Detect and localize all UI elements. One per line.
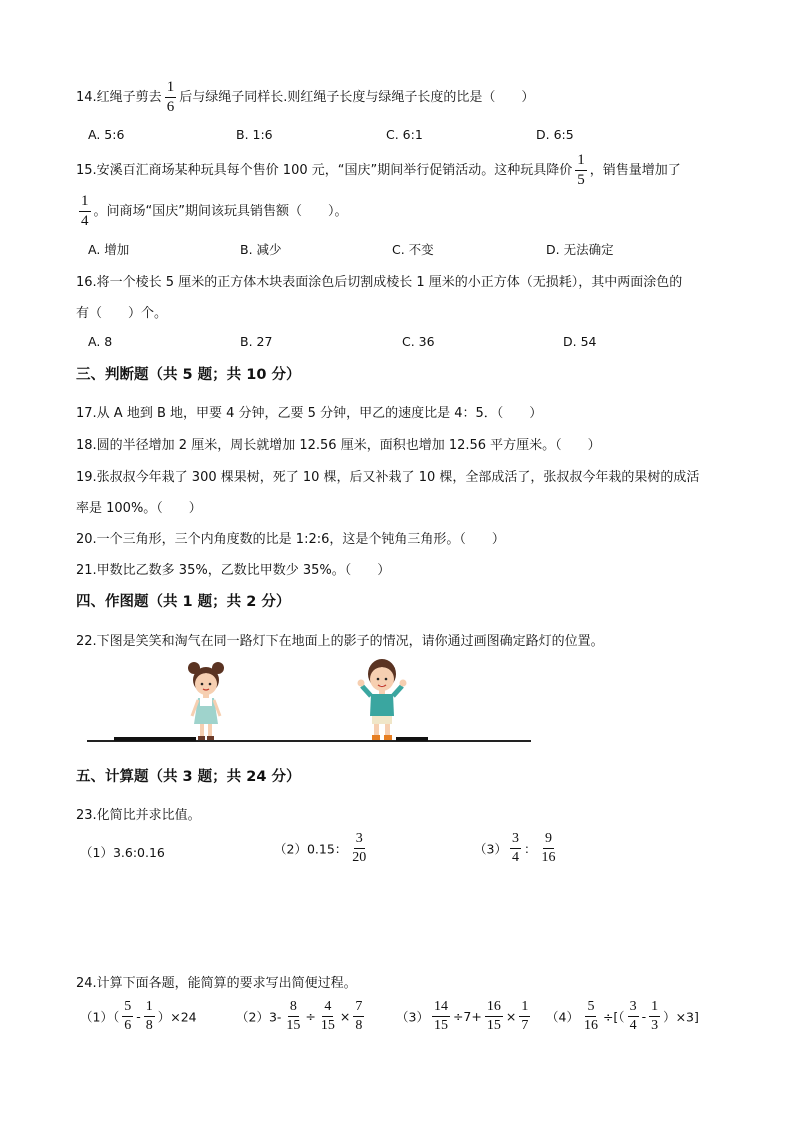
q24-part-3: （3） $\frac{14}{15}$ ÷7+ $\frac{16}{15}$ × $\frac{1}{7}$ (396, 999, 529, 1033)
q24-part-2: （2）3- $\frac{8}{15}$ ÷ $\frac{4}{15}$ × $\frac{7}{8}$ (236, 999, 363, 1033)
girl-cartoon-figure-icon (186, 660, 226, 742)
question-14-text-pre: 14.红绳子剪去 (76, 90, 162, 105)
question-19-line-2: 率是 100%。（ ） (76, 501, 202, 516)
question-23-title: 23.化简比并求比值。 (76, 808, 201, 823)
question-19-line-1: 19.张叔叔今年栽了 300 棵果树，死了 10 棵，后又补栽了 10 棵，全部成活了，张叔叔今年栽的果树的成活 (76, 470, 700, 485)
section-3-heading: 三、判断题（共 5 题；共 10 分） (76, 367, 301, 383)
q24-part-1: （1）（ $\frac{5}{6}$ - $\frac{1}{8}$ ）×24 (80, 999, 197, 1033)
question-21: 21.甲数比乙数多 35%，乙数比甲数少 35%。（ ） (76, 563, 391, 578)
fraction-one-fifth: $\frac{1}{5}$ (577, 152, 585, 188)
q14-option-c[interactable]: C. 6:1 (386, 127, 423, 142)
q14-option-d[interactable]: D. 6:5 (536, 127, 574, 142)
fraction-3-4: $\frac{3}{4}$ (511, 831, 519, 865)
question-14 (76, 80, 534, 115)
q16-option-d[interactable]: D. 54 (563, 334, 597, 349)
section-5-heading: 五、计算题（共 3 题；共 24 分） (76, 769, 301, 785)
question-22: 22.下图是笑笑和淘气在同一路灯下在地面上的影子的情况，请你通过画图确定路灯的位置。 (76, 634, 604, 649)
q14-option-b[interactable]: B. 1:6 (236, 127, 273, 142)
fraction-one-fourth: $\frac{1}{4}$ (81, 193, 89, 229)
q23-part-1: （1）3.6:0.16 (80, 845, 165, 860)
q24-part-4: （4） $\frac{5}{16}$ ÷[（ $\frac{3}{4}$ - $\frac{1}{3}$ ）×3] (546, 999, 699, 1033)
fraction-one-sixth: $\frac{1}{6}$ (166, 79, 175, 115)
boy-cartoon-figure-icon (356, 656, 408, 742)
fraction-3-20: $\frac{3}{20}$ (352, 831, 367, 865)
q16-option-a[interactable]: A. 8 (88, 334, 113, 349)
question-18: 18.圆的半径增加 2 厘米，周长就增加 12.56 厘米，面积也增加 12.56 平方厘米。（ ） (76, 438, 601, 453)
question-24-title: 24.计算下面各题，能简算的要求写出简便过程。 (76, 976, 357, 991)
q15-option-c[interactable]: C. 不变 (392, 242, 434, 257)
question-15-text-post: 。问商场“国庆”期间该玩具销售额（ ）。 (93, 204, 348, 219)
q23-part-2: （2）0.15： $\frac{3}{20}$ (274, 831, 367, 865)
question-14-text-post: 后与绿绳子同样长.则红绳子长度与绿绳子长度的比是（ ） (179, 90, 535, 105)
question-16-line-1: 16.将一个棱长 5 厘米的正方体木块表面涂色后切割成棱长 1 厘米的小正方体（无损耗），其中两面涂色的 (76, 275, 683, 290)
q16-option-b[interactable]: B. 27 (240, 334, 273, 349)
girl-shadow (114, 737, 196, 741)
q16-option-c[interactable]: C. 36 (402, 334, 435, 349)
question-16-line-2: 有（ ）个。 (76, 306, 168, 321)
q23-part-3: （3） $\frac{3}{4}$ ： $\frac{9}{16}$ (474, 831, 556, 865)
q15-option-d[interactable]: D. 无法确定 (546, 242, 614, 257)
question-15-line-1 (76, 153, 681, 188)
q15-option-b[interactable]: B. 减少 (240, 242, 282, 257)
question-15-line-2 (76, 194, 347, 229)
q15-option-a[interactable]: A. 增加 (88, 242, 130, 257)
q14-option-a[interactable]: A. 5:6 (88, 127, 125, 142)
question-17: 17.从 A 地到 B 地，甲要 4 分钟，乙要 5 分钟，甲乙的速度比是 4：5．（ ） (76, 406, 543, 421)
question-20: 20.一个三角形，三个内角度数的比是 1:2:6，这是个钝角三角形。（ ） (76, 532, 505, 547)
fraction-9-16: $\frac{9}{16}$ (541, 831, 556, 865)
question-15-text-mid: ，销售量增加了 (589, 163, 681, 178)
section-4-heading: 四、作图题（共 1 题；共 2 分） (76, 594, 291, 610)
question-15-text-pre: 15.安溪百汇商场某种玩具每个售价 100 元，“国庆”期间举行促销活动。这种玩具降价 (76, 163, 573, 178)
